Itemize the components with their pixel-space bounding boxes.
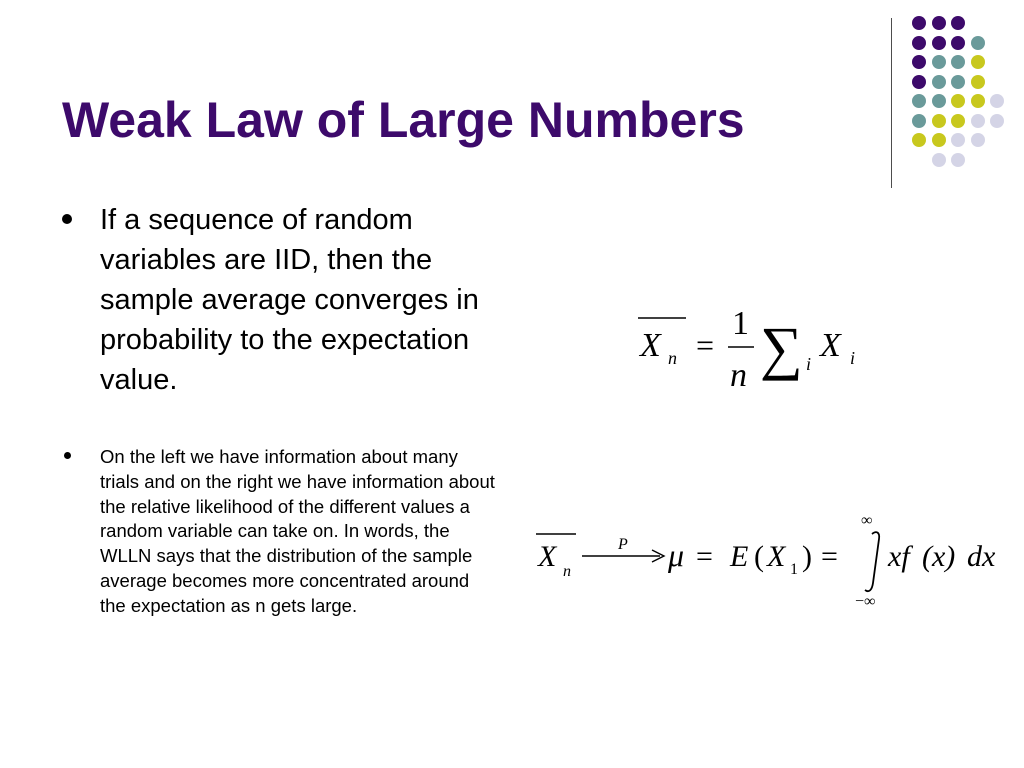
bullet-text-2: On the left we have information about many trials and on the right we have information about the relative likelihood of the different values a random variable can take on. In words, the WLLN says that the distribution of the sample average becomes more concentrated around the expectation as n gets large. [100,446,495,616]
decorative-dot [951,55,965,69]
eq1-lhs-var: X [640,327,661,364]
decorative-dot-grid [0,0,1024,200]
decorative-dot [932,153,946,167]
eq2-rparen: ) [802,540,812,573]
decorative-dot [990,94,1004,108]
decorative-dot [912,55,926,69]
decorative-dot [951,75,965,89]
eq2-lparen: ( [754,540,764,573]
bullet-marker [62,214,72,224]
decorative-dot [971,133,985,147]
eq1-sum: ∑ [760,315,803,381]
eq2-integrand: xf [888,540,910,573]
decorative-dot [971,75,985,89]
eq1-lhs-sub: n [668,348,677,368]
decorative-divider [891,18,892,188]
wlln-equation [534,508,1014,612]
decorative-dot [951,133,965,147]
decorative-dot [912,16,926,30]
decorative-dot [951,36,965,50]
eq1-rhs-var: X [820,327,841,364]
bullet-marker [64,452,71,459]
decorative-dot [932,16,946,30]
decorative-dot [971,36,985,50]
eq2-int-lower: −∞ [855,593,876,610]
decorative-dot [912,133,926,147]
sample-mean-equation [636,296,876,396]
eq2-lhs-sub: n [563,563,571,580]
decorative-dot [971,94,985,108]
decorative-dot [971,114,985,128]
decorative-dot [932,55,946,69]
decorative-dot [932,133,946,147]
eq1-rhs-sub: i [850,348,856,368]
eq1-frac-num: 1 [732,305,749,342]
eq2-arrow-label: P [618,536,628,553]
eq2-x1: X [767,540,786,573]
decorative-dot [932,75,946,89]
eq1-equals: = [696,327,715,363]
decorative-dot [912,75,926,89]
eq2-dx: dx [967,540,996,573]
eq2-eq-b: = [821,540,838,573]
decorative-dot [951,153,965,167]
integral-sign-icon [865,532,879,591]
decorative-dot [932,94,946,108]
decorative-dot [951,94,965,108]
decorative-dot [912,114,926,128]
slide-title: Weak Law of Large Numbers [62,92,745,148]
eq2-expectation: E [730,540,749,573]
decorative-dot [990,114,1004,128]
decorative-dot [932,36,946,50]
eq2-int-upper: ∞ [861,512,873,529]
eq2-x1-sub: 1 [790,561,798,578]
eq2-mu: μ [668,537,685,573]
decorative-dot [912,36,926,50]
decorative-dot [932,114,946,128]
eq1-sum-sub: i [806,354,812,374]
bullet-text-1: If a sequence of random variables are IID, then the sample average converges in probability to the expectation value. [100,204,479,396]
decorative-dot [951,114,965,128]
decorative-dot [951,16,965,30]
eq1-frac-den: n [730,357,747,394]
decorative-dot [912,94,926,108]
eq2-arg: (x) [922,540,956,573]
decorative-dot [971,55,985,69]
eq2-lhs-var: X [538,540,557,573]
eq2-eq-a: = [696,540,713,573]
